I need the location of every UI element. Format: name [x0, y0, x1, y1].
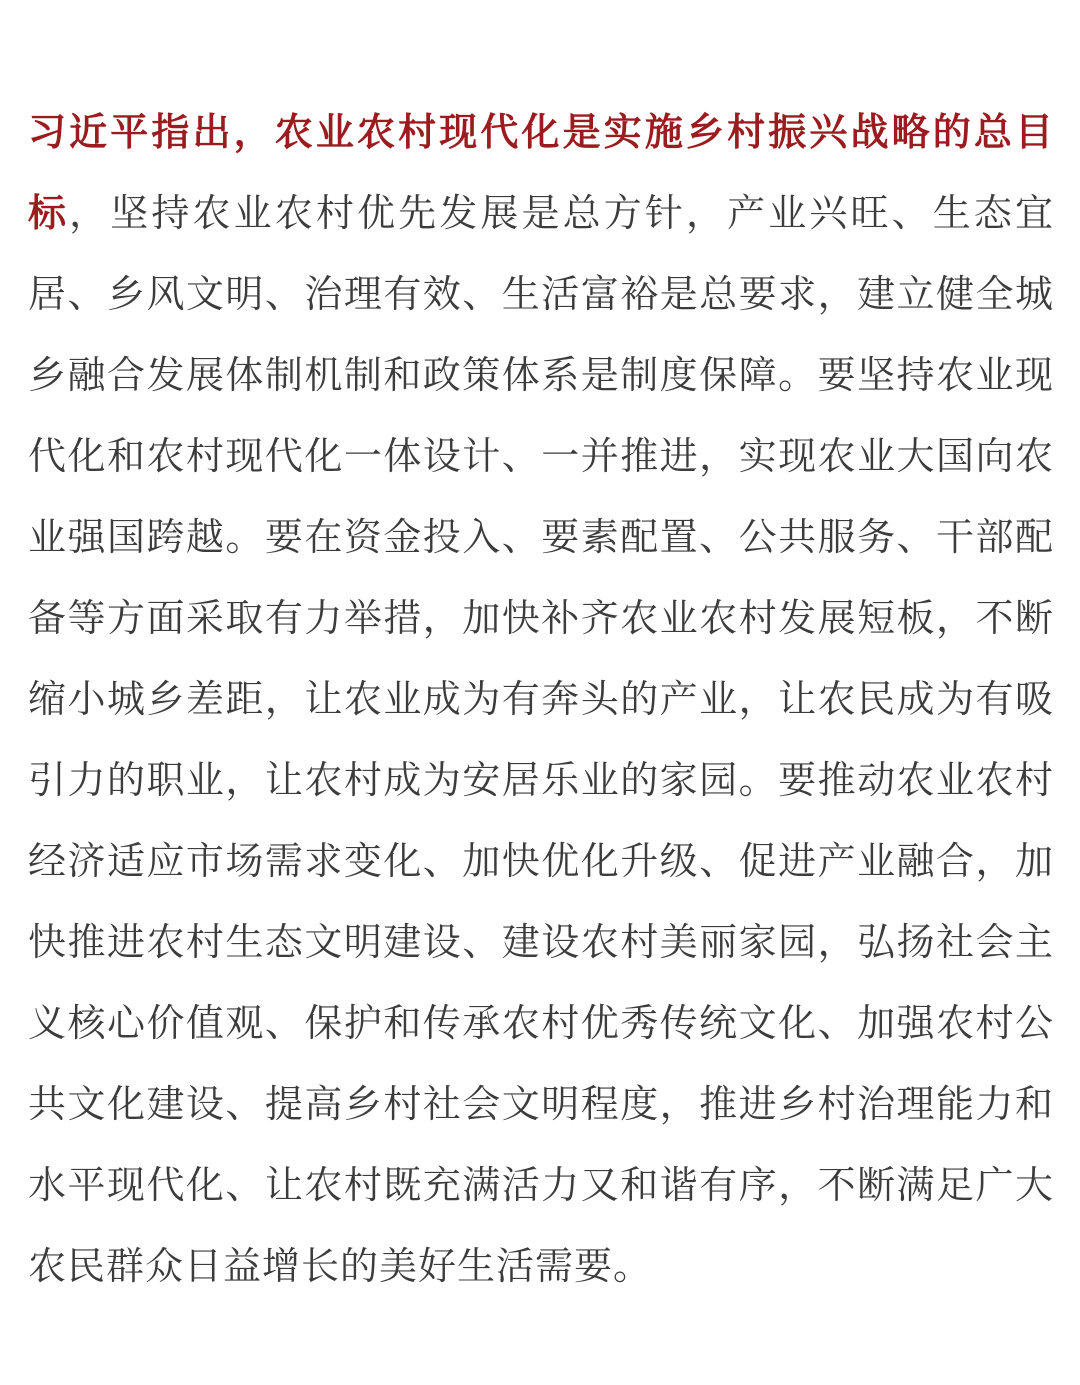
lead-highlight-text: 习近平指出，农业农村现代化是实施乡村振兴战略的总目标 — [28, 110, 1054, 235]
article-paragraph — [28, 92, 1054, 1307]
body-text: ，坚持农业农村优先发展是总方针，产业兴旺、生态宜居、乡风文明、治理有效、生活富裕是总要求，建立健全城乡融合发展体制机制和政策体系是制度保障。要坚持农业现代化和农村现代化一体设计、一并推进，实现农业大国向农业强国跨越。要在资金投入、要素配置、公共服务、干部配备等方面采取有力举措，加快补齐农业农村发展短板，不断缩小城乡差距，让农业成为有奔头的产业，让农民成为有吸引力的职业，让农村成为安居乐业的家园。要推动农业农村经济适应市场需求变化、加快优化升级、促进产业融合，加快推进农村生态文明建设、建设农村美丽家园，弘扬社会主义核心价值观、保护和传承农村优秀传统文化、加强农村公共文化建设、提高乡村社会文明程度，推进乡村治理能力和水平现代化、让农村既充满活力又和谐有序，不断满足广大农民群众日益增长的美好生活需要。 — [28, 191, 1054, 1288]
